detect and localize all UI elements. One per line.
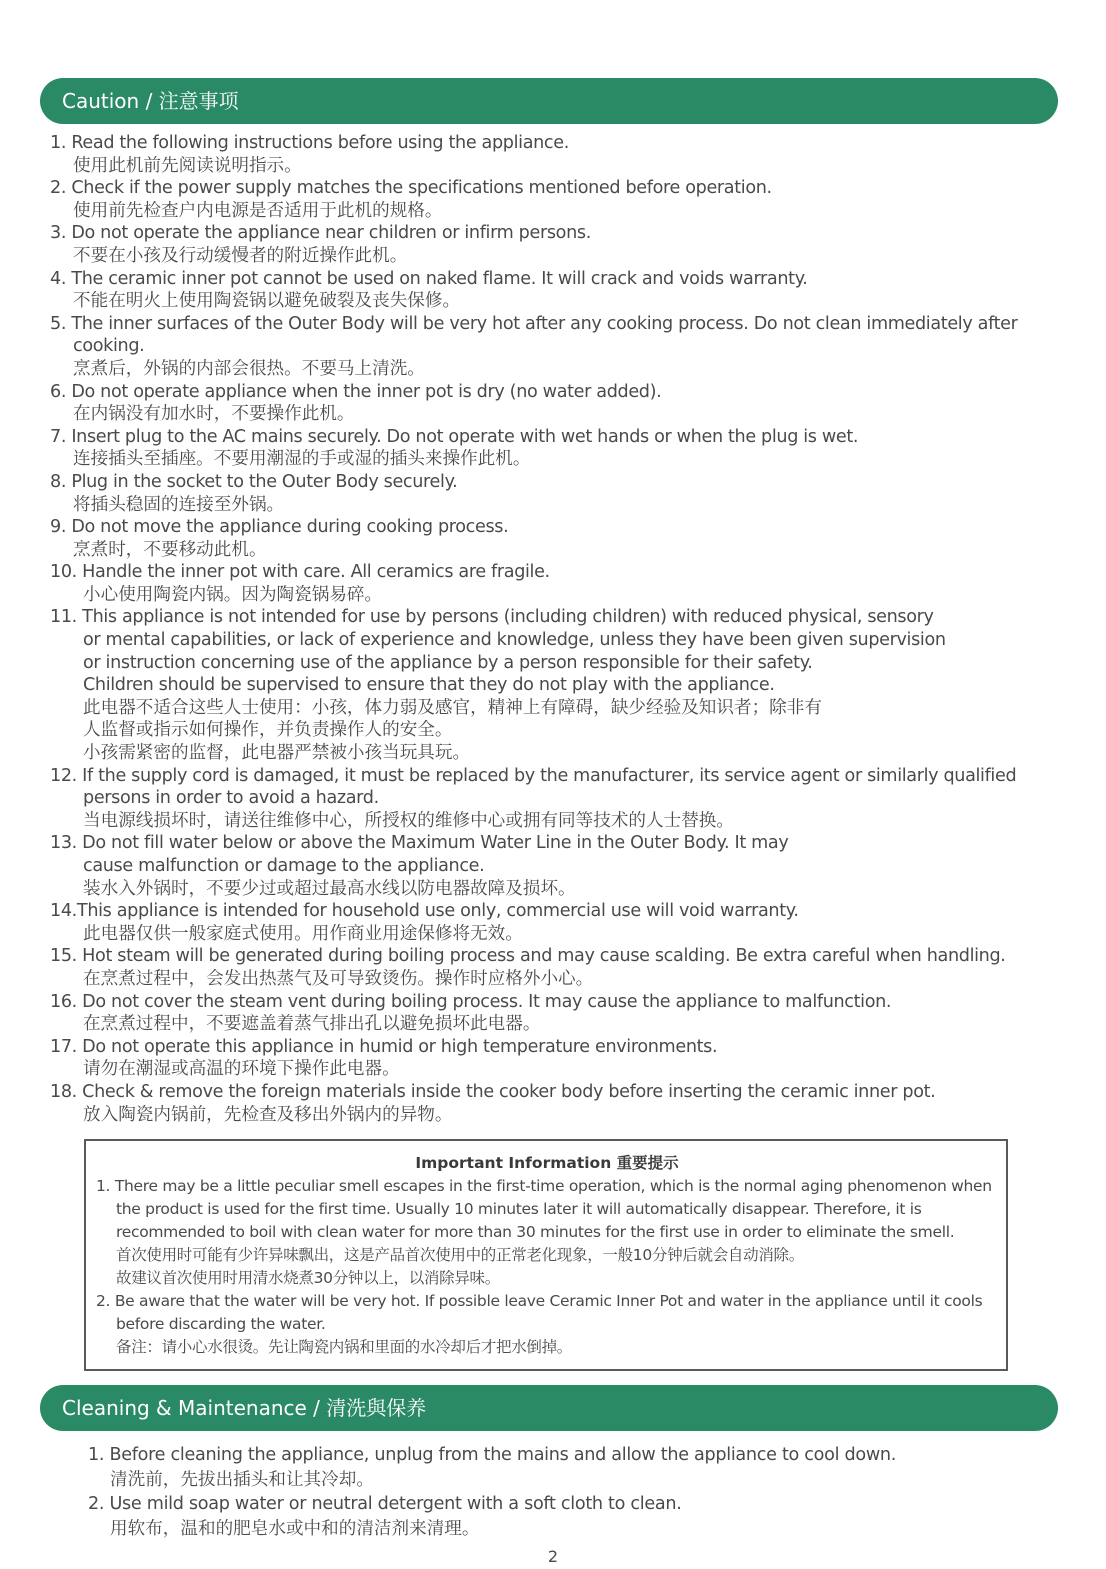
caution-item-chinese: 当电源线损坏时，请送往维修中心，所授权的维修中心或拥有同等技术的人士替换。: [83, 810, 734, 831]
caution-item-text: 3. Do not operate the appliance near children or infirm persons.: [50, 223, 591, 244]
caution-item-chinese: 在内锅没有加水时，不要操作此机。: [73, 404, 355, 425]
caution-item-text: 13. Do not fill water below or above the Maximum Water Line in the Outer Body. It may: [50, 833, 789, 854]
caution-item-text: or mental capabilities, or lack of experience and knowledge, unless they have been given supervision: [83, 630, 946, 651]
important-info-title: Important Information 重要提示: [415, 1154, 679, 1172]
caution-item: [50, 177, 1046, 222]
caution-item-chinese: 此电器不适合这些人士使用：小孩，体力弱及感官，精神上有障碍，缺少经验及知识者；除非有: [83, 697, 822, 718]
page-number: 2: [547, 1547, 559, 1566]
important-info-line: 首次使用时可能有少许异味飘出，这是产品首次使用中的正常老化现象，一般10分钟后就会自动消除。: [116, 1246, 804, 1264]
caution-item-chinese: 放入陶瓷内锅前，先检查及移出外锅内的异物。: [83, 1104, 453, 1125]
caution-item: [50, 132, 1046, 177]
caution-item-chinese: 烹煮时，不要移动此机。: [73, 539, 267, 560]
caution-item-text: 1. Read the following instructions before using the appliance.: [50, 133, 569, 153]
caution-item-text: 6. Do not operate appliance when the inner pot is dry (no water added).: [50, 381, 662, 402]
caution-list: [50, 132, 1046, 1126]
caution-item-chinese: 小孩需紧密的监督，此电器严禁被小孩当玩具玩。: [83, 743, 471, 764]
caution-item-text: cause malfunction or damage to the appliance.: [83, 856, 485, 876]
caution-title: Caution / 注意事项: [62, 89, 239, 113]
caution-item-chinese: 在烹煮过程中，不要遮盖着蒸气排出孔以避免损坏此电器。: [83, 1014, 541, 1035]
caution-item-text: 16. Do not cover the steam vent during boiling process. It may cause the appliance to malfunction.: [50, 991, 892, 1012]
caution-item-chinese: 在烹煮过程中，会发出热蒸气及可导致烫伤。操作时应格外小心。: [83, 968, 594, 989]
caution-item-chinese: 人监督或指示如何操作，并负责操作人的安全。: [83, 720, 453, 741]
caution-item-text: 4. The ceramic inner pot cannot be used on naked flame. It will crack and voids warranty.: [50, 268, 808, 289]
caution-item: [50, 606, 1046, 764]
caution-item: [50, 900, 1046, 945]
caution-item: [50, 765, 1046, 833]
caution-item-text: persons in order to avoid a hazard.: [83, 788, 379, 809]
caution-item-chinese: 将插头稳固的连接至外锅。: [73, 494, 285, 515]
important-info-line: 1. There may be a little peculiar smell escapes in the first-time operation, which is the normal aging phenomenon when: [96, 1177, 992, 1195]
caution-item: [50, 268, 1046, 313]
important-info-line: 备注：请小心水很烫。先让陶瓷内锅和里面的水冷却后才把水倒掉。: [116, 1338, 573, 1356]
caution-item-text: 15. Hot steam will be generated during boiling process and may cause scalding. Be extra careful when handling.: [50, 946, 1006, 967]
caution-item-text: 7. Insert plug to the AC mains securely. Do not operate with wet hands or when the plug is wet.: [50, 426, 859, 447]
caution-item: [50, 945, 1046, 990]
caution-header: [40, 78, 1058, 124]
cleaning-header: [40, 1385, 1058, 1431]
caution-item-chinese: 连接插头至插座。不要用潮湿的手或湿的插头来操作此机。: [73, 449, 531, 470]
caution-item: [50, 561, 1046, 606]
caution-item-text: 17. Do not operate this appliance in humid or high temperature environments.: [50, 1036, 718, 1057]
caution-item: [50, 222, 1046, 267]
caution-item: [50, 516, 1046, 561]
important-info-item: [96, 1175, 998, 1290]
caution-item-chinese: 使用前先检查户内电源是否适用于此机的规格。: [73, 200, 443, 221]
caution-item-chinese: 请勿在潮湿或高温的环境下操作此电器。: [83, 1059, 400, 1080]
important-info-item: [96, 1290, 998, 1359]
important-info-line: recommended to boil with clean water for more than 30 minutes for the first use in order to eliminate the smell.: [116, 1223, 955, 1241]
caution-item-text: 9. Do not move the appliance during cooking process.: [50, 517, 509, 538]
caution-item-text: 10. Handle the inner pot with care. All ceramics are fragile.: [50, 562, 550, 583]
caution-item-text: cooking.: [73, 336, 145, 357]
cleaning-item-chinese: 用软布，温和的肥皂水或中和的清洁剂来清理。: [110, 1518, 480, 1539]
important-info-box: [84, 1139, 1008, 1371]
important-info-items: [96, 1175, 998, 1359]
important-info-line: before discarding the water.: [116, 1315, 326, 1333]
important-info-line: 2. Be aware that the water will be very hot. If possible leave Ceramic Inner Pot and water in the appliance until it cools: [96, 1292, 983, 1310]
important-info-line: the product is used for the first time. Usually 10 minutes later it will automatically disappear. Therefore, it is: [116, 1200, 922, 1218]
cleaning-item-chinese: 清洗前，先拔出插头和让其冷却。: [110, 1469, 374, 1490]
caution-item-text: 5. The inner surfaces of the Outer Body will be very hot after any cooking process. Do not clean immediately after: [50, 313, 1018, 334]
caution-item-chinese: 此电器仅供一般家庭式使用。用作商业用途保修将无效。: [83, 923, 523, 944]
caution-item: [50, 832, 1046, 900]
caution-item: [50, 1081, 1046, 1126]
important-info-line: 故建议首次使用时用清水烧煮30分钟以上，以消除异味。: [116, 1269, 500, 1287]
caution-item-text: or instruction concerning use of the appliance by a person responsible for their safety.: [83, 652, 813, 673]
caution-item-text: 12. If the supply cord is damaged, it must be replaced by the manufacturer, its service agent or similarly qualified: [50, 765, 1017, 786]
caution-item-chinese: 小心使用陶瓷内锅。因为陶瓷锅易碎。: [83, 584, 383, 605]
caution-item: [50, 991, 1046, 1036]
caution-item: [50, 426, 1046, 471]
caution-item: [50, 1036, 1046, 1081]
caution-item-text: 14.This appliance is intended for household use only, commercial use will void warranty.: [50, 901, 799, 922]
caution-item-chinese: 不能在明火上使用陶瓷锅以避免破裂及丧失保修。: [73, 291, 461, 312]
caution-item-chinese: 不要在小孩及行动缓慢者的附近操作此机。: [73, 245, 408, 266]
cleaning-item-text: 2. Use mild soap water or neutral detergent with a soft cloth to clean.: [88, 1494, 682, 1514]
cleaning-list: [88, 1443, 1046, 1541]
caution-item-chinese: 使用此机前先阅读说明指示。: [73, 155, 302, 176]
caution-item-text: 18. Check & remove the foreign materials inside the cooker body before inserting the ceramic inner pot.: [50, 1081, 936, 1102]
caution-item-text: 2. Check if the power supply matches the specifications mentioned before operation.: [50, 178, 772, 199]
caution-item-text: 8. Plug in the socket to the Outer Body securely.: [50, 471, 458, 492]
caution-item: [50, 313, 1046, 381]
cleaning-item-text: 1. Before cleaning the appliance, unplug from the mains and allow the appliance to cool down.: [88, 1445, 897, 1465]
cleaning-item: [88, 1492, 1046, 1541]
caution-item: [50, 381, 1046, 426]
caution-item-chinese: 烹煮后，外锅的内部会很热。不要马上清洗。: [73, 358, 425, 379]
caution-item-chinese: 装水入外锅时，不要少过或超过最高水线以防电器故障及损坏。: [83, 878, 576, 899]
caution-item: [50, 471, 1046, 516]
caution-item-text: Children should be supervised to ensure that they do not play with the appliance.: [83, 675, 775, 696]
caution-item-text: 11. This appliance is not intended for use by persons (including children) with reduced physical, sensory: [50, 607, 934, 628]
cleaning-item: [88, 1443, 1046, 1492]
cleaning-title: Cleaning & Maintenance / 清洗與保养: [62, 1396, 427, 1420]
